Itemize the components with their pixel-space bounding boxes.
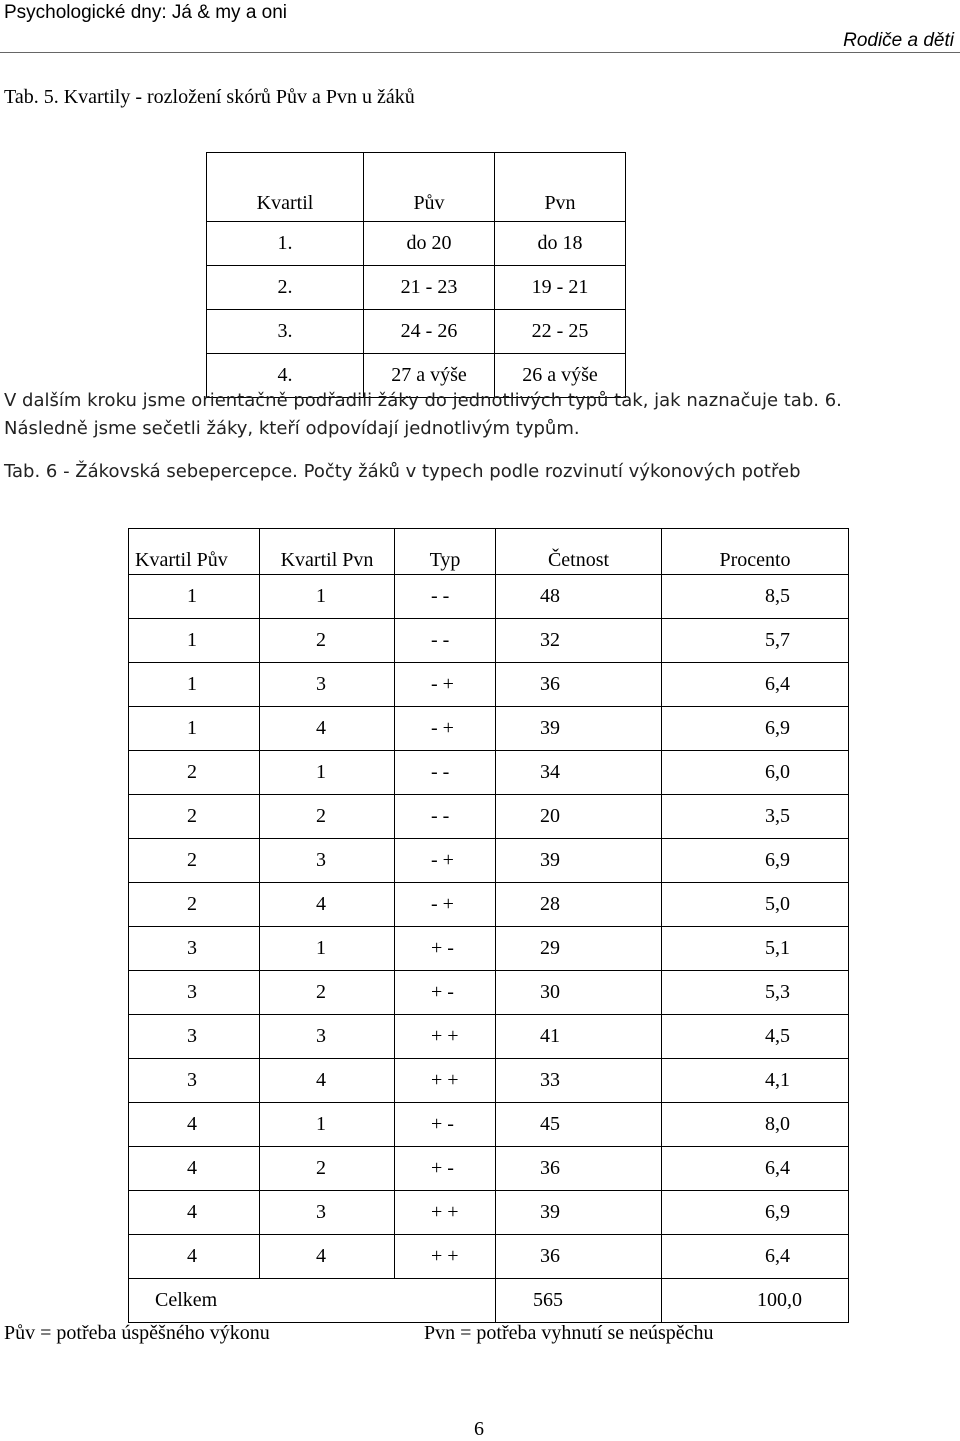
tab6-cell: 3 [129,1015,260,1059]
tab6-cell: 3 [129,927,260,971]
tab6-cell: 32 [496,619,662,663]
tab6-row [129,1059,849,1103]
tab6-cell: 6,4 [662,1235,849,1279]
tab6-cell: 45 [496,1103,662,1147]
tab5-row [207,222,626,266]
tab5-cell: 24 - 26 [364,310,495,354]
tab6-cell: 1 [129,575,260,619]
tab5-cell: 27 a výše [364,354,495,398]
tab6-cell: 8,0 [662,1103,849,1147]
header-divider [0,52,960,53]
legend-puv: Pův = potřeba úspěšného výkonu [4,1322,270,1344]
tab6-cell: 3 [129,971,260,1015]
tab6-cell: + + [395,1235,496,1279]
paragraph-line-2: Následně jsme sečetli žáky, kteří odpovídají jednotlivým typům. [4,418,580,439]
tab6-total-row [129,1279,849,1323]
tab6-cell: 6,9 [662,839,849,883]
tab6-cell: 5,0 [662,883,849,927]
tab6-cell: - + [395,707,496,751]
tab6-cell: - + [395,883,496,927]
tab6-table [128,528,849,1323]
tab6-header-cell: Typ [395,529,496,575]
tab6-cell: 39 [496,839,662,883]
tab5-cell: 19 - 21 [495,266,626,310]
page-number: 6 [474,1418,484,1440]
tab5-cell: 1. [207,222,364,266]
tab6-cell: - + [395,663,496,707]
tab6-row [129,575,849,619]
tab6-cell: 3,5 [662,795,849,839]
tab6-cell: 1 [129,619,260,663]
tab6-header-cell: Procento [662,529,849,575]
tab6-header-cell: Četnost [496,529,662,575]
tab6-cell: 4,1 [662,1059,849,1103]
tab6-cell: 2 [129,883,260,927]
tab6-cell: 36 [496,1147,662,1191]
tab6-cell: - - [395,575,496,619]
tab5-cell: do 20 [364,222,495,266]
tab6-cell: 36 [496,1235,662,1279]
tab6-cell: 29 [496,927,662,971]
tab6-cell: + + [395,1191,496,1235]
tab6-cell: 2 [260,971,395,1015]
tab6-row [129,1235,849,1279]
tab6-cell: 4 [260,1235,395,1279]
tab6-cell: 1 [129,707,260,751]
tab6-cell: - - [395,751,496,795]
tab5-cell: 2. [207,266,364,310]
tab6-cell: + - [395,971,496,1015]
tab6-cell: 1 [260,1103,395,1147]
tab6-cell: 2 [129,795,260,839]
tab6-cell: 5,3 [662,971,849,1015]
tab6-cell: + - [395,927,496,971]
tab6-cell: 41 [496,1015,662,1059]
tab6-cell: 1 [260,751,395,795]
legend-pvn: Pvn = potřeba vyhnutí se neúspěchu [424,1322,714,1344]
tab6-cell: 8,5 [662,575,849,619]
tab5-row [207,266,626,310]
tab6-cell: 4 [129,1235,260,1279]
tab6-row [129,663,849,707]
tab5-header-row [207,153,626,222]
tab6-cell: 3 [129,1059,260,1103]
tab6-cell: + - [395,1103,496,1147]
tab5-header-cell: Pův [364,153,495,222]
tab6-cell: 4 [129,1103,260,1147]
tab6-row [129,883,849,927]
tab5-header-cell: Kvartil [207,153,364,222]
tab6-cell: 4,5 [662,1015,849,1059]
tab6-row [129,751,849,795]
tab6-cell: 6,4 [662,663,849,707]
tab6-total-count: 565 [496,1279,662,1323]
tab6-row [129,1103,849,1147]
tab6-row [129,971,849,1015]
tab6-caption: Tab. 6 - Žákovská sebepercepce. Počty žáků v typech podle rozvinutí výkonových potřeb [4,461,801,482]
tab6-cell: 39 [496,1191,662,1235]
tab6-cell: 20 [496,795,662,839]
tab6-cell: 6,0 [662,751,849,795]
tab6-cell: - + [395,839,496,883]
tab5-table [206,152,626,398]
running-header-right: Rodiče a děti [843,30,954,51]
tab6-cell: 4 [260,707,395,751]
tab6-cell: - - [395,619,496,663]
tab6-cell: 5,7 [662,619,849,663]
tab6-cell: - - [395,795,496,839]
tab6-cell: 5,1 [662,927,849,971]
tab6-row [129,707,849,751]
tab6-cell: 1 [260,927,395,971]
tab6-row [129,1147,849,1191]
tab6-cell: 33 [496,1059,662,1103]
tab6-row [129,1015,849,1059]
tab6-cell: 4 [129,1191,260,1235]
tab6-cell: 1 [260,575,395,619]
tab6-cell: 6,9 [662,707,849,751]
tab6-row [129,1191,849,1235]
tab6-cell: 3 [260,839,395,883]
paragraph-line-1: V dalším kroku jsme orientačně podřadili žáky do jednotlivých typů tak, jak naznačuje tab. 6. [4,390,842,411]
tab6-cell: 30 [496,971,662,1015]
tab6-cell: 3 [260,1191,395,1235]
tab6-cell: 2 [129,751,260,795]
tab6-row [129,795,849,839]
tab5-cell: 22 - 25 [495,310,626,354]
tab6-header-cell: Kvartil Pův [129,529,260,575]
tab5-cell: 26 a výše [495,354,626,398]
running-header-title: Psychologické dny: Já & my a oni [4,2,288,23]
tab6-header-cell: Kvartil Pvn [260,529,395,575]
tab6-cell: + + [395,1015,496,1059]
tab6-total-label: Celkem [129,1279,496,1323]
tab6-cell: 36 [496,663,662,707]
tab6-cell: 6,4 [662,1147,849,1191]
tab6-cell: + + [395,1059,496,1103]
tab6-cell: 34 [496,751,662,795]
tab6-cell: 6,9 [662,1191,849,1235]
tab5-header-cell: Pvn [495,153,626,222]
tab6-cell: 39 [496,707,662,751]
tab6-cell: 1 [129,663,260,707]
tab5-cell: 21 - 23 [364,266,495,310]
tab5-row [207,310,626,354]
tab6-total-percent: 100,0 [662,1279,849,1323]
tab6-cell: 48 [496,575,662,619]
tab6-cell: 2 [260,795,395,839]
tab6-cell: 3 [260,663,395,707]
tab6-row [129,839,849,883]
tab5-cell: 4. [207,354,364,398]
tab6-cell: + - [395,1147,496,1191]
tab6-cell: 4 [260,1059,395,1103]
tab6-cell: 3 [260,1015,395,1059]
tab6-row [129,619,849,663]
tab6-cell: 2 [260,619,395,663]
tab6-cell: 2 [260,1147,395,1191]
tab6-header-row [129,529,849,575]
tab5-cell: 3. [207,310,364,354]
tab6-cell: 2 [129,839,260,883]
tab6-row [129,927,849,971]
tab6-cell: 4 [129,1147,260,1191]
tab6-cell: 28 [496,883,662,927]
tab6-cell: 4 [260,883,395,927]
tab5-caption: Tab. 5. Kvartily - rozložení skórů Pův a Pvn u žáků [4,86,415,108]
tab5-cell: do 18 [495,222,626,266]
